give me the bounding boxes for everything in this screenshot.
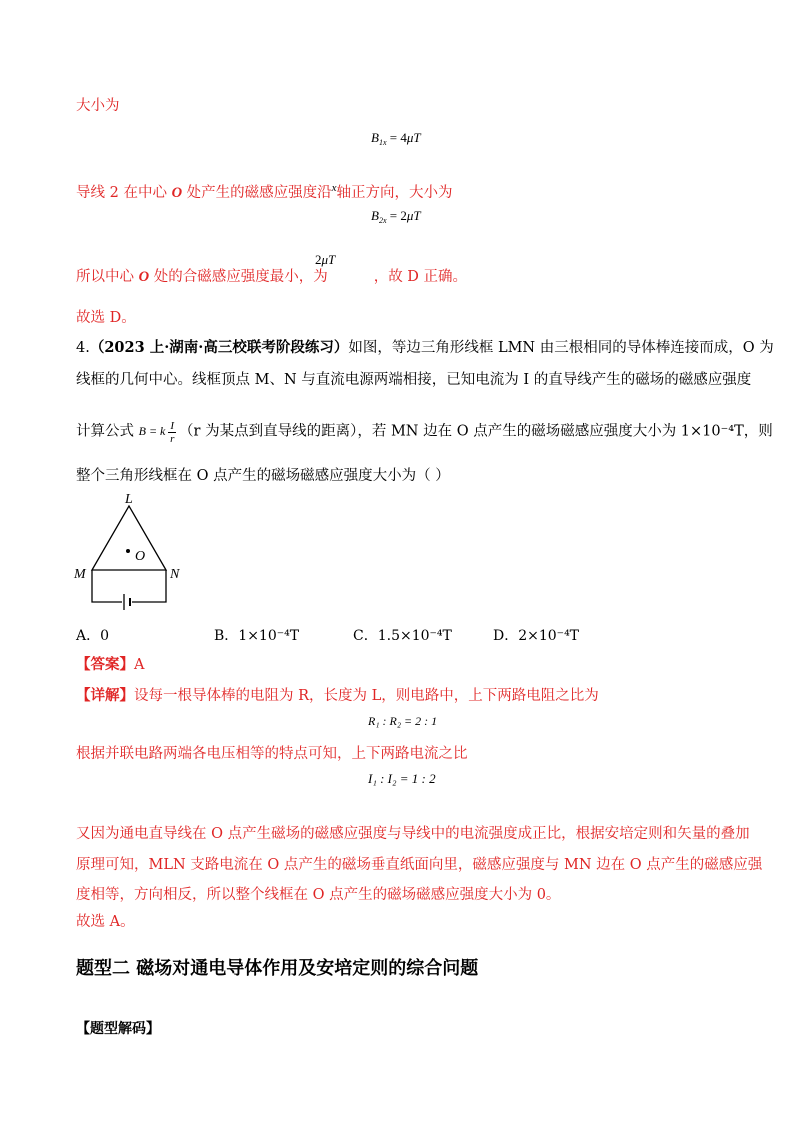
explain-line: 根据并联电路两端各电压相等的特点可知，上下两路电流之比: [76, 746, 468, 762]
question-line: 4.（2023 上·湖南·高三校联考阶段练习）如图，等边三角形线框 LMN 由三根相同的导体棒连接而成，O 为: [76, 339, 774, 356]
explain-line: 又因为通电直导线在 O 点产生磁场的磁感应强度与导线中的电流强度成正比，根据安培定则和矢量的叠加: [76, 826, 750, 842]
equation-r-ratio: R₁ : R₂ = 2 : 1: [368, 714, 438, 728]
section-title: 题型二 磁场对通电导体作用及安培定则的综合问题: [76, 958, 479, 979]
explain-line: 【详解】设每一根导体棒的电阻为 R，长度为 L，则电路中，上下两路电阻之比为: [76, 687, 599, 704]
question-line: 线框的几何中心。线框顶点 M、N 与直流电源两端相接，已知电流为 I 的直导线产生的磁场的磁感应强度: [76, 372, 752, 388]
formula: B = k $\frac{I}{r}$: [138, 420, 175, 445]
option-c: C．1.5×10⁻⁴T: [353, 628, 452, 644]
option-b: B．1×10⁻⁴T: [214, 628, 300, 644]
text-line: 故选 D。: [76, 310, 136, 326]
label-N: N: [170, 567, 180, 582]
center-dot: [126, 549, 130, 553]
equation-value: 2μT: [315, 252, 336, 267]
equation-b2x: $B_{2x} = 2\mu T$: [371, 208, 421, 225]
triangle-frame: [92, 506, 166, 570]
explain-line: 故选 A。: [76, 914, 135, 930]
equation-i-ratio: I₁ : I₂ = 1 : 2: [368, 771, 436, 786]
triangle-circuit-figure: [66, 490, 196, 620]
section-subtitle: 【题型解码】: [76, 1021, 160, 1037]
label-L: L: [125, 492, 133, 507]
question-line: 计算公式 B = k $\frac{I}{r}$ （r 为某点到直导线的距离），若 MN 边在 O 点产生的磁场磁感应强度大小为 1×10⁻⁴T，则: [76, 420, 773, 445]
answer-line: 【答案】A: [76, 656, 145, 673]
option-d: D．2×10⁻⁴T: [493, 628, 580, 644]
text-line: 大小为: [76, 98, 120, 114]
explain-line: 原理可知，MLN 支路电流在 O 点产生的磁场垂直纸面向里，磁感应强度与 MN 边在 O 点产生的磁感应强: [76, 857, 763, 873]
label-O: O: [135, 549, 146, 564]
label-M: M: [74, 567, 86, 582]
text-line: 所以中心 O 处的合磁感应强度最小，为 ，故 D 正确。: [76, 269, 468, 285]
equation-b1x: $B_{1x} = 4\mu T$: [371, 130, 421, 147]
option-a: A．0: [76, 628, 110, 644]
question-line: 整个三角形线框在 O 点产生的磁场磁感应强度大小为（ ）: [76, 468, 450, 484]
text-line: 导线 2 在中心 O 处产生的磁感应强度沿$^x$轴正方向，大小为: [76, 182, 453, 201]
explain-line: 度相等，方向相反，所以整个线框在 O 点产生的磁场磁感应强度大小为 0。: [76, 887, 561, 903]
